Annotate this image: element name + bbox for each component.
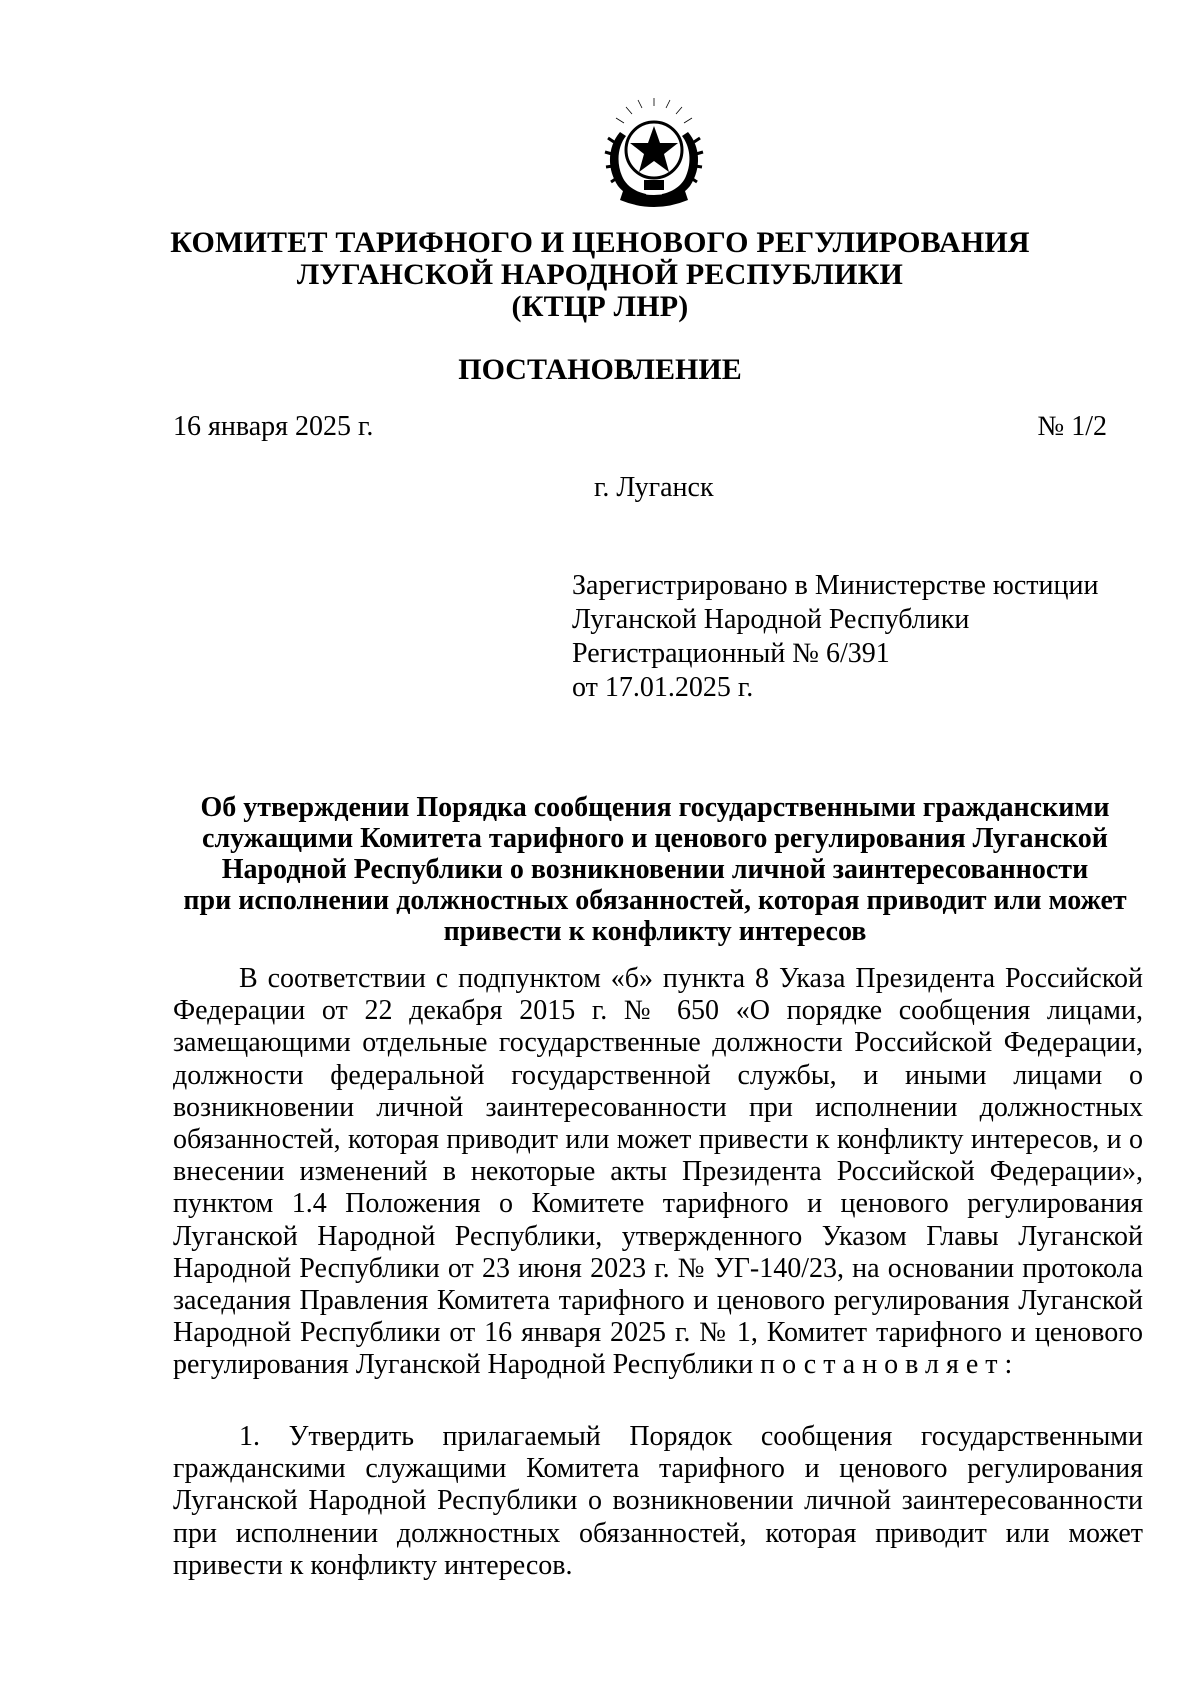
agency-name-line: ЛУГАНСКОЙ НАРОДНОЙ РЕСПУБЛИКИ: [296, 258, 904, 291]
registration-date: от 17.01.2025 г.: [572, 672, 754, 703]
title-line: Об утверждении Порядка сообщения государственными гражданскими: [200, 792, 1110, 823]
preamble-text: В соответствии с подпунктом «б» пункта 8 Указа Президента Российской Федерации от 22 декабря 2015 г. № 650 «О порядке сообщения лицами, замещающими отдельные государственные должности Российской Федерации, должности федеральной государственной службы, и иными лицами о возникновении личной заинтересованности при исполнении должностных обязанностей, которая приводит или может привести к конфликту интересов, и о внесении изменений в некоторые акты Президента Российской Федерации», пунктом 1.4 Положения о Комитете тарифного и ценового регулирования Луганской Народной Республики, утвержденного Указом Главы Луганской Народной Республики от 23 июня 2023 г. № УГ-140/23, на основании протокола заседания Правления Комитета тарифного и ценового регулирования Луганской Народной Республики от 16 января 2025 г. № 1, Комитет тарифного и ценового регулирования Луганской Народной Республики: [173, 963, 1143, 1381]
document-number: № 1/2: [1037, 411, 1107, 442]
title-line: Народной Республики о возникновении личной заинтересованности: [221, 854, 1089, 885]
title-line: служащими Комитета тарифного и ценового регулирования Луганской: [202, 823, 1108, 854]
document-type-heading: ПОСТАНОВЛЕНИЕ: [458, 353, 742, 386]
decree-word: постановляет:: [760, 1349, 1020, 1381]
document-city: г. Луганск: [594, 472, 714, 503]
coat-of-arms-icon: [594, 96, 714, 212]
agency-name-line: КОМИТЕТ ТАРИФНОГО И ЦЕНОВОГО РЕГУЛИРОВАНИЯ: [170, 226, 1030, 259]
registration-line: Зарегистрировано в Министерстве юстиции: [572, 570, 1099, 601]
agency-name: [0, 227, 1200, 323]
document-date: 16 января 2025 г.: [173, 411, 374, 442]
document-title: [170, 792, 1140, 947]
registration-number: Регистрационный № 6/391: [572, 638, 890, 669]
title-line: при исполнении должностных обязанностей, которая приводит или может: [183, 885, 1127, 916]
registration-stamp: [572, 569, 1098, 705]
registration-line: Луганской Народной Республики: [572, 604, 970, 635]
preamble-paragraph: [173, 963, 1143, 1382]
title-line: привести к конфликту интересов: [443, 916, 867, 947]
clause-1-paragraph: 1. Утвердить прилагаемый Порядок сообщения государственными гражданскими служащими Комитета тарифного и ценового регулирования Луганской Народной Республики о возникновении личной заинтересованности при исполнении должностных обязанностей, которая приводит или может привести к конфликту интересов.: [173, 1421, 1143, 1581]
agency-abbreviation: (КТЦР ЛНР): [511, 290, 689, 323]
